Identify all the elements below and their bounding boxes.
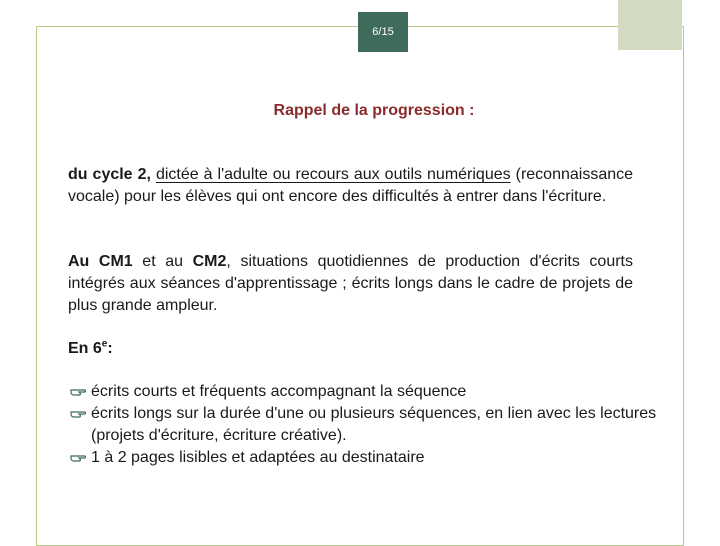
corner-decoration [618,0,682,50]
page-number: 6/15 [372,26,394,38]
hand-pointing-bullet-icon [70,385,86,398]
para2-bold1: Au CM1 [68,253,133,270]
para3-sup: e [101,338,108,350]
para3-suffix: : [107,340,113,357]
hand-pointing-bullet-icon [70,407,86,420]
paragraph-6e [68,338,633,360]
para1-underlined: dictée à l'adulte ou recours aux outils numériques [155,166,511,183]
slide-title [0,102,720,120]
bullet-text: écrits longs sur la durée d'une ou plusieurs séquences, en lien avec les lectures (projets d'écriture, écriture créative). [91,405,657,444]
list-item [70,381,670,403]
bullet-text: 1 à 2 pages lisibles et adaptées au destinataire [91,449,425,466]
para1-start: du cycle 2, [68,166,156,183]
bullet-list [70,381,670,469]
paragraph-cm1-cm2 [68,251,633,317]
paragraph-cycle2 [68,164,633,208]
bullet-text: écrits courts et fréquents accompagnant la séquence [91,383,467,400]
list-item [70,403,670,447]
para2-mid1: et au [132,253,193,270]
para2-rest: , situations quotidiennes de production d'écrits courts intégrés aux séances d'apprentissage ; écrits longs dans le cadre de projets de plus grande ampleur. [68,253,633,314]
para1-rest: (reconnaissance vocale) pour les élèves qui ont encore des difficultés à entrer dans l'écriture. [68,166,634,205]
list-item [70,447,670,469]
hand-pointing-bullet-icon [70,451,86,464]
para2-bold2: CM2 [192,253,227,270]
para3-label: En 6 [68,340,102,357]
slide-title-text: Rappel de la progression : [273,102,475,119]
page-number-tab [358,12,408,52]
